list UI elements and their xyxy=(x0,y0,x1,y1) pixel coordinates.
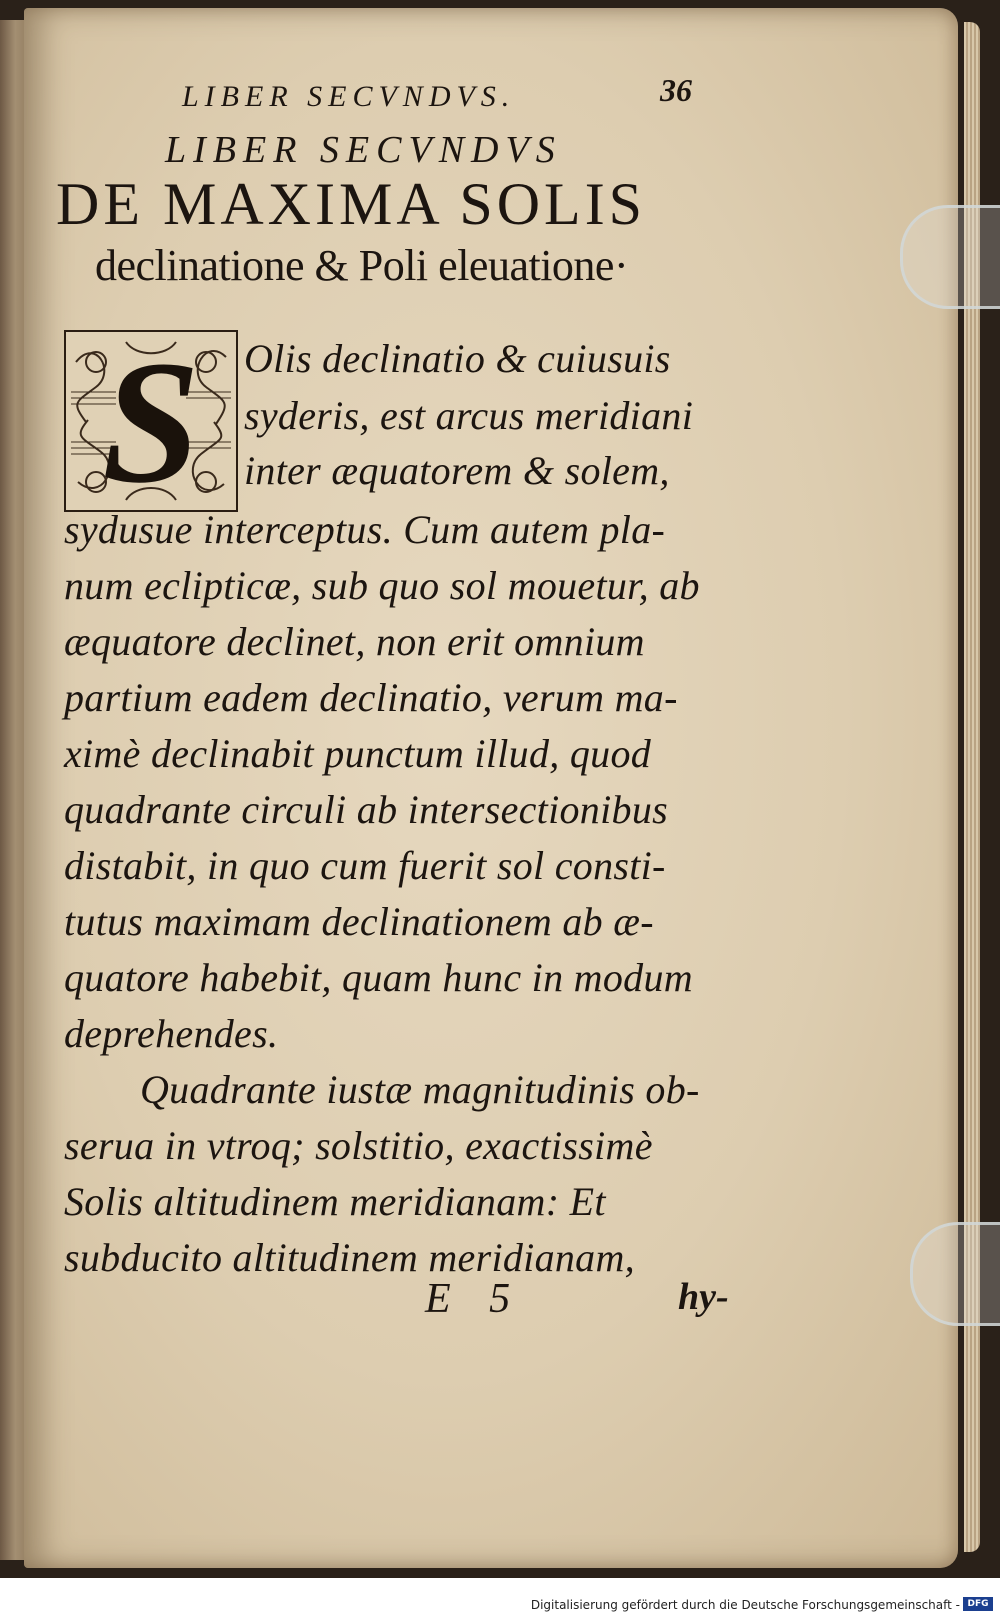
text-line: num eclipticæ, sub quo sol mouetur, ab xyxy=(64,563,700,608)
footer-credit: Digitalisierung gefördert durch die Deutsche Forschungsgemeinschaft - xyxy=(530,1598,960,1612)
text-line: sydusue interceptus. Cum autem pla- xyxy=(64,507,666,552)
text-line: Olis declinatio & cuiusuis xyxy=(244,336,671,381)
text-line: syderis, est arcus meridiani xyxy=(244,393,694,438)
chapter-title: DE MAXIMA SOLIS xyxy=(56,171,647,237)
text-line: quatore habebit, quam hunc in modum xyxy=(64,955,693,1000)
text-line: subducito altitudinem meridianam, xyxy=(64,1235,635,1280)
text-line: Quadrante iustæ magnitudinis ob- xyxy=(140,1067,700,1112)
running-head: LIBER SECVNDVS. xyxy=(182,80,516,113)
text-line: distabit, in quo cum fuerit sol consti- xyxy=(64,843,666,888)
text-line: serua in vtroq; solstitio, exactissimè xyxy=(64,1123,653,1168)
text-line: tutus maximam declinationem ab æ- xyxy=(64,899,654,944)
drop-cap-letter: S xyxy=(102,330,200,512)
text-line: æquatore declinet, non erit omnium xyxy=(64,619,645,664)
text-line: ximè declinabit punctum illud, quod xyxy=(64,731,652,776)
text-line: partium eadem declinatio, verum ma- xyxy=(64,675,678,720)
signature-mark: E 5 xyxy=(425,1276,525,1322)
folio-number: 36 xyxy=(660,72,692,108)
text-line: deprehendes. xyxy=(64,1011,279,1056)
page-clip-top xyxy=(900,205,1000,309)
text-line: inter æquatorem & solem, xyxy=(244,448,670,493)
book-label: LIBER SECVNDVS xyxy=(165,129,562,171)
decorated-initial xyxy=(64,330,238,512)
dfg-logo: DFG xyxy=(963,1597,993,1611)
catchword: hy- xyxy=(678,1276,729,1318)
text-line: quadrante circuli ab intersectionibus xyxy=(64,787,668,832)
page-clip-bottom xyxy=(910,1222,1000,1326)
text-line: Solis altitudinem meridianam: Et xyxy=(64,1179,606,1224)
chapter-subtitle: declinatione & Poli eleuatione· xyxy=(95,241,629,290)
